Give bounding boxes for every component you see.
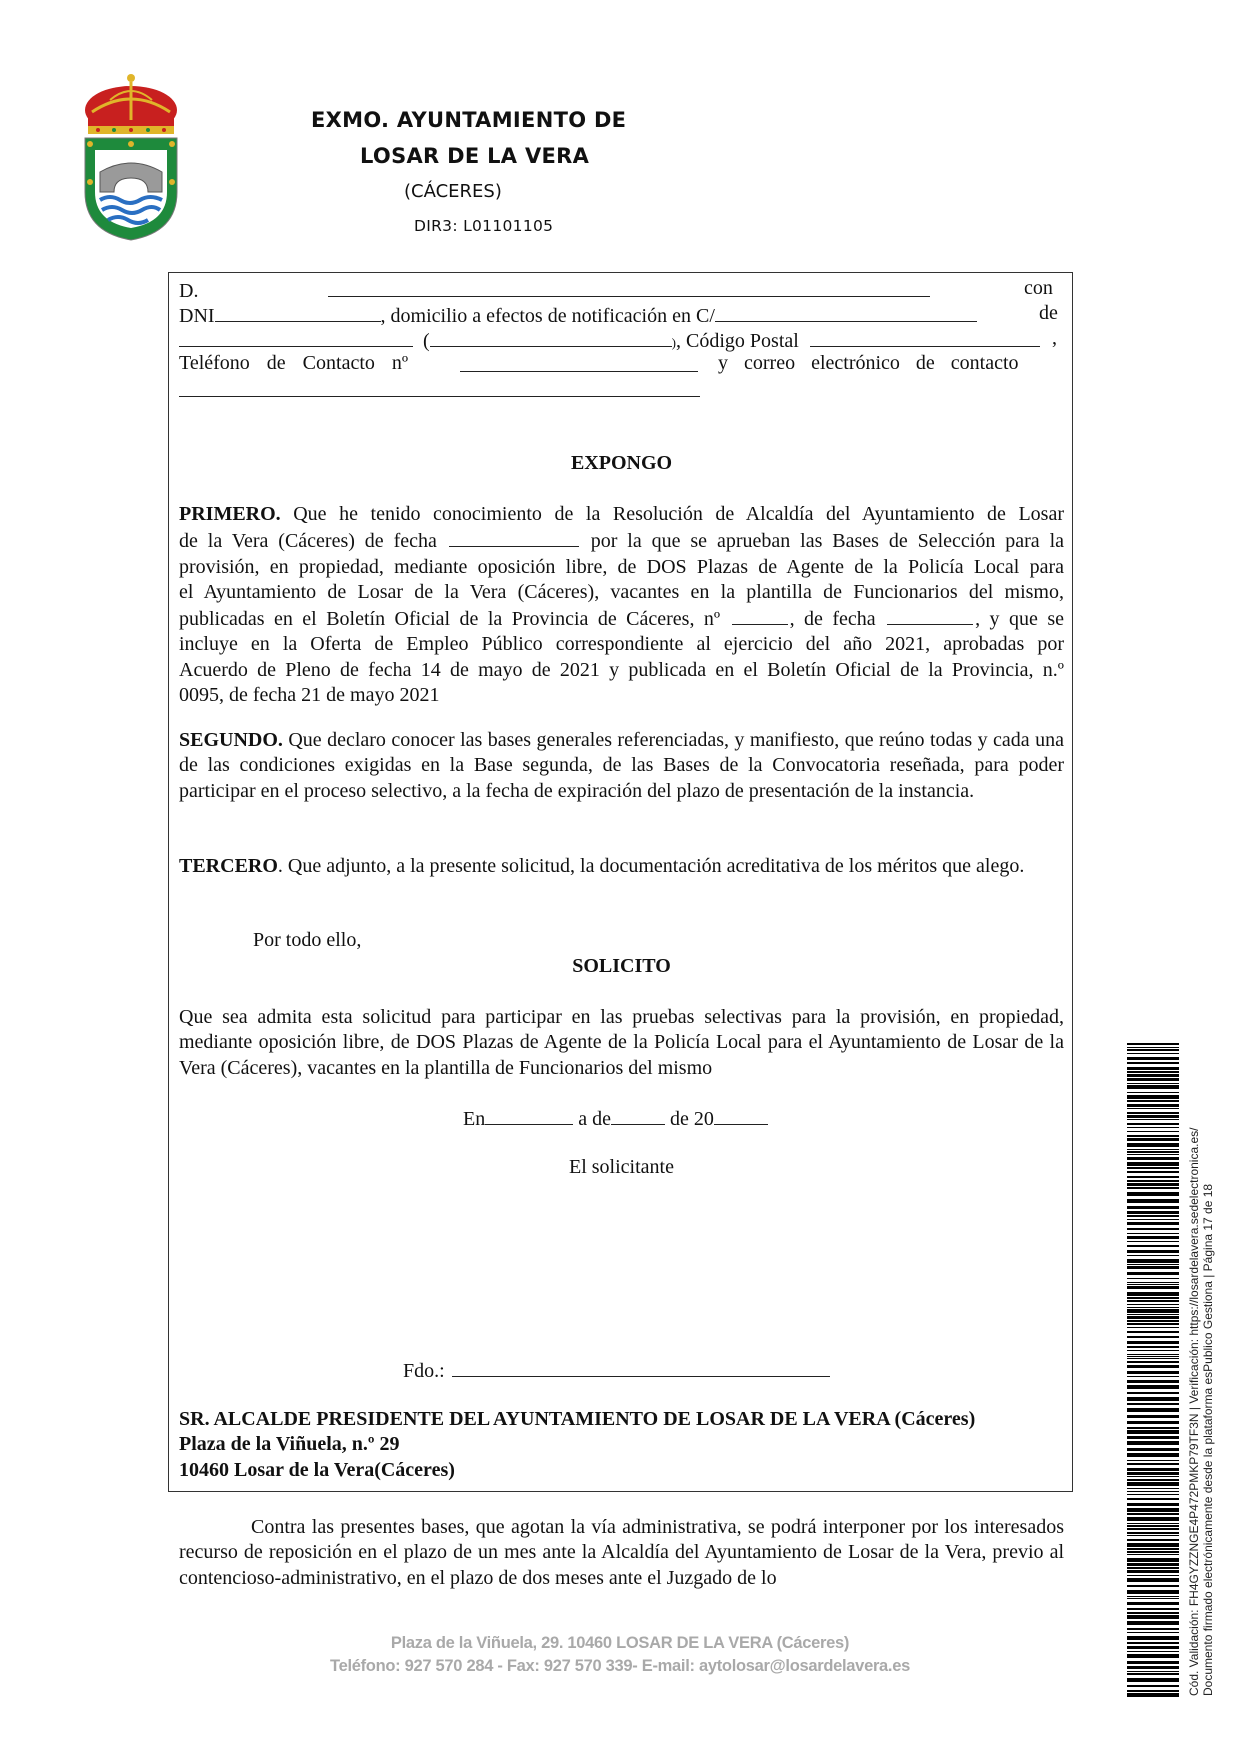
- segundo-paragraph: SEGUNDO. Que declaro conocer las bases generales referenciadas, y manifiesto, que reúno todas y cada una de las condiciones exigidas en la Base segunda, de las Bases de la Convocatoria reseñada, para poder participar en el proceso selectivo, a la fecha de expiración del plazo de presentación de la instancia.: [179, 729, 1064, 802]
- day-month-blank[interactable]: [611, 1105, 665, 1125]
- expongo-heading: EXPONGO: [570, 452, 673, 474]
- bop-number-blank[interactable]: [732, 605, 788, 625]
- solicito-heading: SOLICITO: [572, 955, 671, 977]
- name-blank[interactable]: [328, 277, 930, 297]
- form-line-name: D.: [179, 277, 932, 303]
- form-phone-label: Teléfono de Contacto nº: [179, 352, 409, 374]
- phone-blank[interactable]: [460, 352, 698, 372]
- date-line: En a de de 20: [463, 1105, 768, 1131]
- dni-blank[interactable]: [215, 302, 381, 322]
- form-line-dni: DNI , domicilio a efectos de notificación en C/: [179, 302, 977, 328]
- form-line-email: [179, 377, 700, 403]
- addressee-line3: 10460 Losar de la Vera(Cáceres): [179, 1458, 455, 1481]
- form-line-phone: [460, 352, 698, 378]
- form-con: con: [1024, 277, 1053, 299]
- verification-line1: Cód. Validación: FH4GYZZNGE4P472PMKP79TF3N | Verificación: https://losardelavera.sedelectronica.es/: [1187, 1127, 1201, 1696]
- verification-line2: Documento firmado electrónicamente desde la plataforma esPublico Gestiona | Página 17 de 18: [1201, 1183, 1215, 1696]
- barcode-image: [1127, 1043, 1179, 1699]
- form-email-label: y correo electrónico de contacto: [718, 352, 1019, 374]
- coat-of-arms-image: [80, 72, 182, 242]
- resolution-date-blank[interactable]: [449, 527, 579, 547]
- addressee-block: [179, 1407, 975, 1483]
- contra-paragraph: Contra las presentes bases, que agotan la vía administrativa, se podrá interponer por los interesados recurso de reposición en el plazo de un mes ante la Alcaldía del Ayuntamiento de Losar de la Vera, previo al contencioso-administrativo, en el plazo de dos meses ante el Juzgado de lo: [179, 1516, 1064, 1589]
- footer-contact: Teléfono: 927 570 284 - Fax: 927 570 339- E-mail: aytolosar@losardelavera.es: [330, 1657, 910, 1675]
- addressee-line1: SR. ALCALDE PRESIDENTE DEL AYUNTAMIENTO DE LOSAR DE LA VERA (Cáceres): [179, 1408, 976, 1430]
- por-todo-ello: Por todo ello,: [253, 929, 362, 951]
- el-solicitante: El solicitante: [569, 1156, 674, 1178]
- footer-address: Plaza de la Viñuela, 29. 10460 LOSAR DE LA VERA (Cáceres): [390, 1634, 850, 1652]
- signature-blank[interactable]: [452, 1357, 830, 1377]
- form-de: de: [1039, 302, 1058, 324]
- form-comma: ,: [1052, 327, 1057, 349]
- street-blank[interactable]: [715, 302, 977, 322]
- bop-date-blank[interactable]: [887, 605, 973, 625]
- tercero-paragraph: TERCERO. Que adjunto, a la presente solicitud, la documentación acreditativa de los méritos que alego.: [179, 855, 1025, 877]
- header-dir3-code: DIR3: L01101105: [414, 217, 554, 235]
- header-title-line2: LOSAR DE LA VERA: [360, 144, 590, 168]
- city-blank[interactable]: [179, 327, 413, 347]
- place-blank[interactable]: [485, 1105, 573, 1125]
- email-blank[interactable]: [179, 377, 700, 397]
- form-line-city: ( ), Código Postal: [179, 327, 1042, 353]
- addressee-line2: Plaza de la Viñuela, n.º 29: [179, 1433, 400, 1456]
- year-blank[interactable]: [714, 1105, 768, 1125]
- province-blank[interactable]: [430, 327, 672, 347]
- signature-line: Fdo.:: [403, 1357, 832, 1383]
- header-title-line1: EXMO. AYUNTAMIENTO DE: [311, 108, 627, 132]
- solicito-paragraph: Que sea admita esta solicitud para participar en las pruebas selectivas para la provisión, en propiedad, mediante oposición libre, de DOS Plazas de Agente de la Policía Local para el Ayuntamiento de Losar de la Vera (Cáceres), vacantes en la plantilla de Funcionarios del mismo: [179, 1006, 1064, 1079]
- primero-paragraph: PRIMERO. Que he tenido conocimiento de la Resolución de Alcaldía del Ayuntamiento de Losar de la Vera (Cáceres) de fecha por la que se aprueban las Bases de Selección para la provisión, en propiedad, mediante oposición libre, de DOS Plazas de Agente de la Policía Local para el Ayuntamiento de Losar de la Vera (Cáceres), vacantes en la plantilla de Funcionarios del mismo, publicadas en el Boletín Oficial de la Provincia de Cáceres, nº , de fecha , y que se incluye en la Oferta de Empleo Público correspondiente al ejercicio del año 2021, aprobadas por Acuerdo de Pleno de fecha 14 de mayo de 2021 y publicada en el Boletín Oficial de la Provincia, n.º 0095, de fecha 21 de mayo 2021: [179, 503, 1064, 707]
- postal-code-blank[interactable]: [810, 327, 1040, 347]
- header-province: (CÁCERES): [404, 181, 502, 202]
- verification-side-text: [1187, 1128, 1215, 1697]
